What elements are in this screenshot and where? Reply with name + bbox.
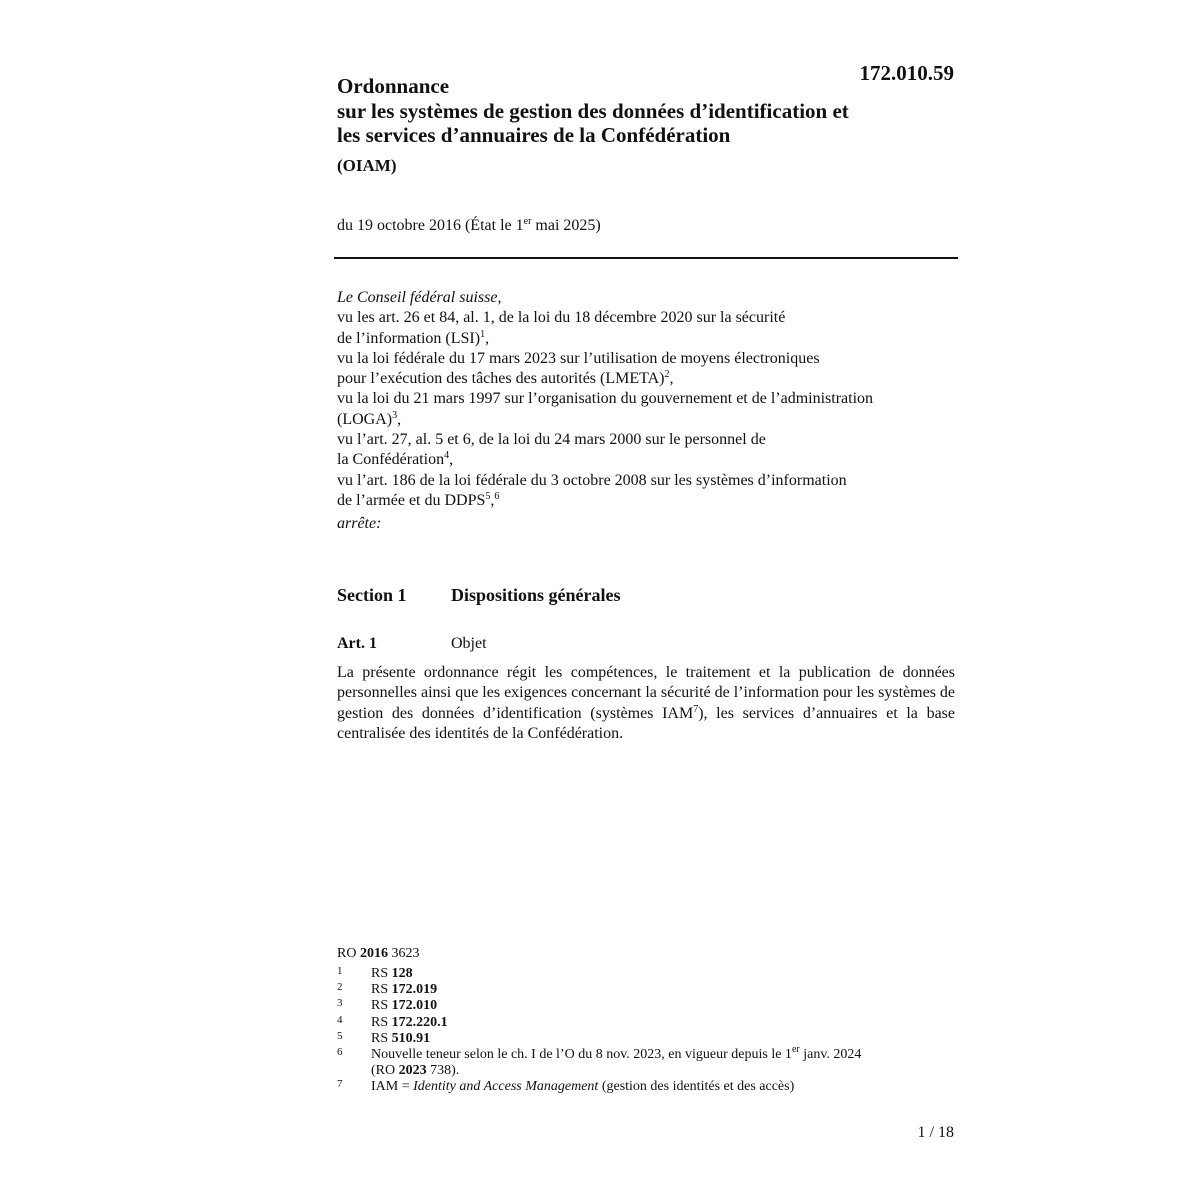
footnote-ref[interactable]: 3 [392,409,398,421]
title-line: les services d’annuaires de la Confédération [337,123,731,147]
footnote-number: 5 [337,1029,343,1042]
footnote: 4 RS 172.220.1 [337,1013,448,1030]
abbreviation: (OIAM) [337,156,397,175]
footnote: 3 RS 172.010 [337,997,438,1014]
preamble-line: pour l’exécution des tâches des autorités (LMETA)$^2$, [337,369,674,388]
footnote-number: 2 [337,981,343,994]
preamble-decree: arrête: [337,515,382,533]
preamble [337,288,967,535]
ro-reference: RO 2016 3623 [337,946,420,961]
section-number: Section 1 [337,585,407,605]
footnote-number: 7 [337,1078,343,1091]
article-number: Art. 1 [337,635,377,652]
footnote: 2 RS 172.019 [337,981,438,998]
preamble-line: vu l’art. 27, al. 5 et 6, de la loi du 24 mars 2000 sur le personnel de [337,431,766,449]
section-heading [337,585,621,606]
header-divider [334,257,958,259]
preamble-line: vu la loi du 21 mars 1997 sur l’organisation du gouvernement et de l’administration [337,390,874,408]
footnote-number: 4 [337,1013,343,1026]
preamble-line: la Confédération$^4$, [337,450,454,469]
footnote-ref[interactable]: 5 [485,490,491,502]
title-line: Ordonnance [337,74,450,98]
footnote-number: 1 [337,965,343,977]
date-sup: er [523,216,532,227]
title-line: sur les systèmes de gestion des données d’identification et [337,98,849,123]
page-number: 1 / 18 [917,1124,954,1141]
document-date [337,217,601,235]
footnote-ref[interactable]: 2 [664,369,670,381]
preamble-line: de l’armée et du DDPS$^5$,$^6$ [337,490,500,509]
footnote-ref[interactable]: 1 [480,328,486,340]
footnote: 5 RS 510.91 [337,1029,431,1046]
date-prefix: du 19 octobre 2016 (État le 1 [337,217,524,234]
article-body: La présente ordonnance régit les compétences, le traitement et la publication de données personnelles ainsi que les exigences concernant la sécurité de l’information pour les systèmes de gestion des données d’identification (systèmes IAM$^7$), les services d’annuaires et la base centralisée des identités de la Confédération. [337,664,956,742]
footnote: 7 IAM = Identity and Access Management (gestion des identités et des accès) [337,1078,795,1095]
footnotes [337,966,957,1096]
preamble-line: (LOGA)$^3$, [337,409,402,428]
footnote-ref[interactable]: 6 [494,490,500,502]
footnote-ref[interactable]: 4 [444,450,450,462]
document-title [337,74,957,148]
footnote: 6 Nouvelle teneur selon le ch. I de l’O du 8 nov. 2023, en vigueur depuis le 1er janv. 2024 (RO 2023 738). [337,1044,862,1079]
date-suffix: mai 2025) [531,217,601,234]
preamble-line: de l’information (LSI)$^1$, [337,328,490,347]
section-title: Dispositions générales [451,585,621,605]
preamble-authority: Le Conseil fédéral suisse, [337,289,502,306]
article-title: Objet [451,635,487,652]
preamble-line: vu la loi fédérale du 17 mars 2023 sur l’utilisation de moyens électroniques [337,349,820,367]
preamble-line: vu les art. 26 et 84, al. 1, de la loi du 18 décembre 2020 sur la sécurité [337,309,786,327]
footnote: 1 RS 128 [337,965,413,981]
footnote-number: 3 [337,997,343,1010]
footnote-ref[interactable]: 7 [693,703,699,715]
footnote-number: 6 [337,1046,343,1059]
sr-number: 172.010.59 [859,61,954,85]
preamble-line: vu l’art. 186 de la loi fédérale du 3 octobre 2008 sur les systèmes d’information [337,471,847,489]
